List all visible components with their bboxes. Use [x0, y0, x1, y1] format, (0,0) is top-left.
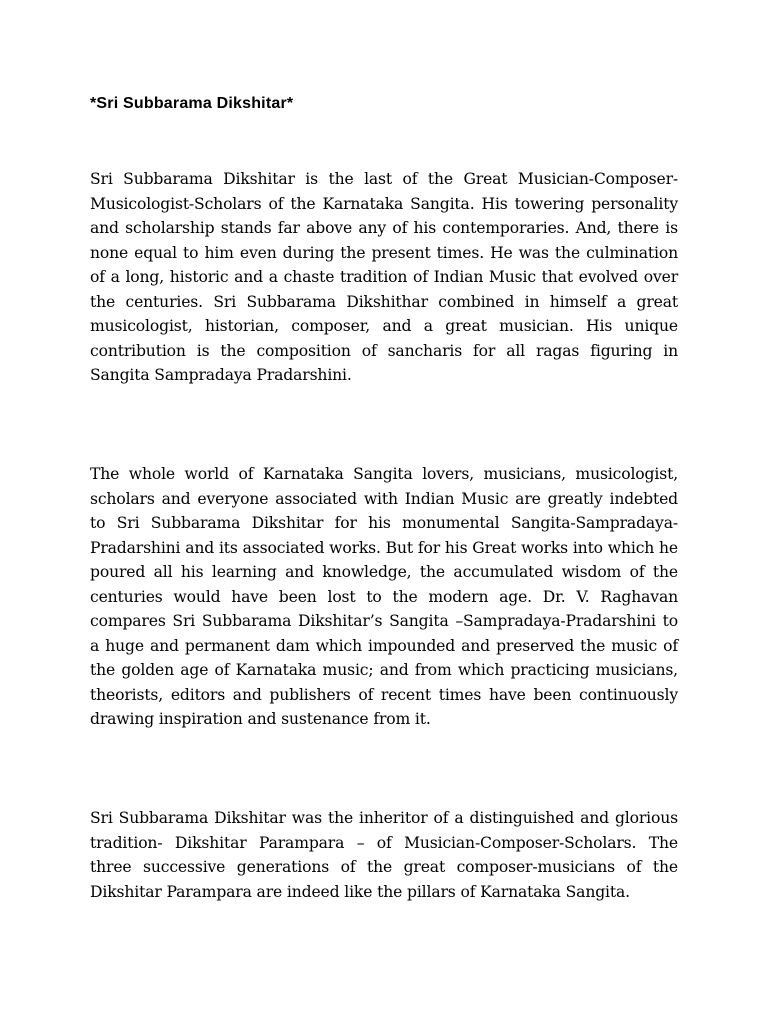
paragraph-indebted: The whole world of Karnataka Sangita lovers, musicians, musicologist, scholars and everyone associated with Indian Music are greatly indebted to Sri Subbarama Dikshitar for his monumental Sangita-Sampradaya-Pradarshini and its associated works. But for his Great works into which he poured all his learning and knowledge, the accumulated wisdom of the centuries would have been lost to the modern age. Dr. V. Raghavan compares Sri Subbarama Dikshitar’s Sangita –Sampradaya-Pradarshini to a huge and permanent dam which impounded and preserved the music of the golden age of Karnataka music; and from which practicing musicians, theorists, editors and publishers of recent times have been continuously drawing inspiration and sustenance from it. [90, 465, 678, 728]
paragraph-intro: Sri Subbarama Dikshitar is the last of the Great Musician-Composer-Musicologist-Scholars of the Karnataka Sangita. His towering personality and scholarship stands far above any of his contemporaries. And, there is none equal to him even during the present times. He was the culmination of a long, historic and a chaste tradition of Indian Music that evolved over the centuries. Sri Subbarama Dikshithar combined in himself a great musicologist, historian, composer, and a great musician. His unique contribution is the composition of sancharis for all ragas figuring in Sangita Sampradaya Pradarshini. [90, 170, 678, 384]
paragraph-tradition: Sri Subbarama Dikshitar was the inheritor of a distinguished and glorious tradition- Dikshitar Parampara – of Musician-Composer-Scholars. The three successive generations of the great composer-musicians of the Dikshitar Parampara are indeed like the pillars of Karnataka Sangita. [90, 809, 678, 901]
document-title: *Sri Subbarama Dikshitar* [90, 95, 294, 112]
